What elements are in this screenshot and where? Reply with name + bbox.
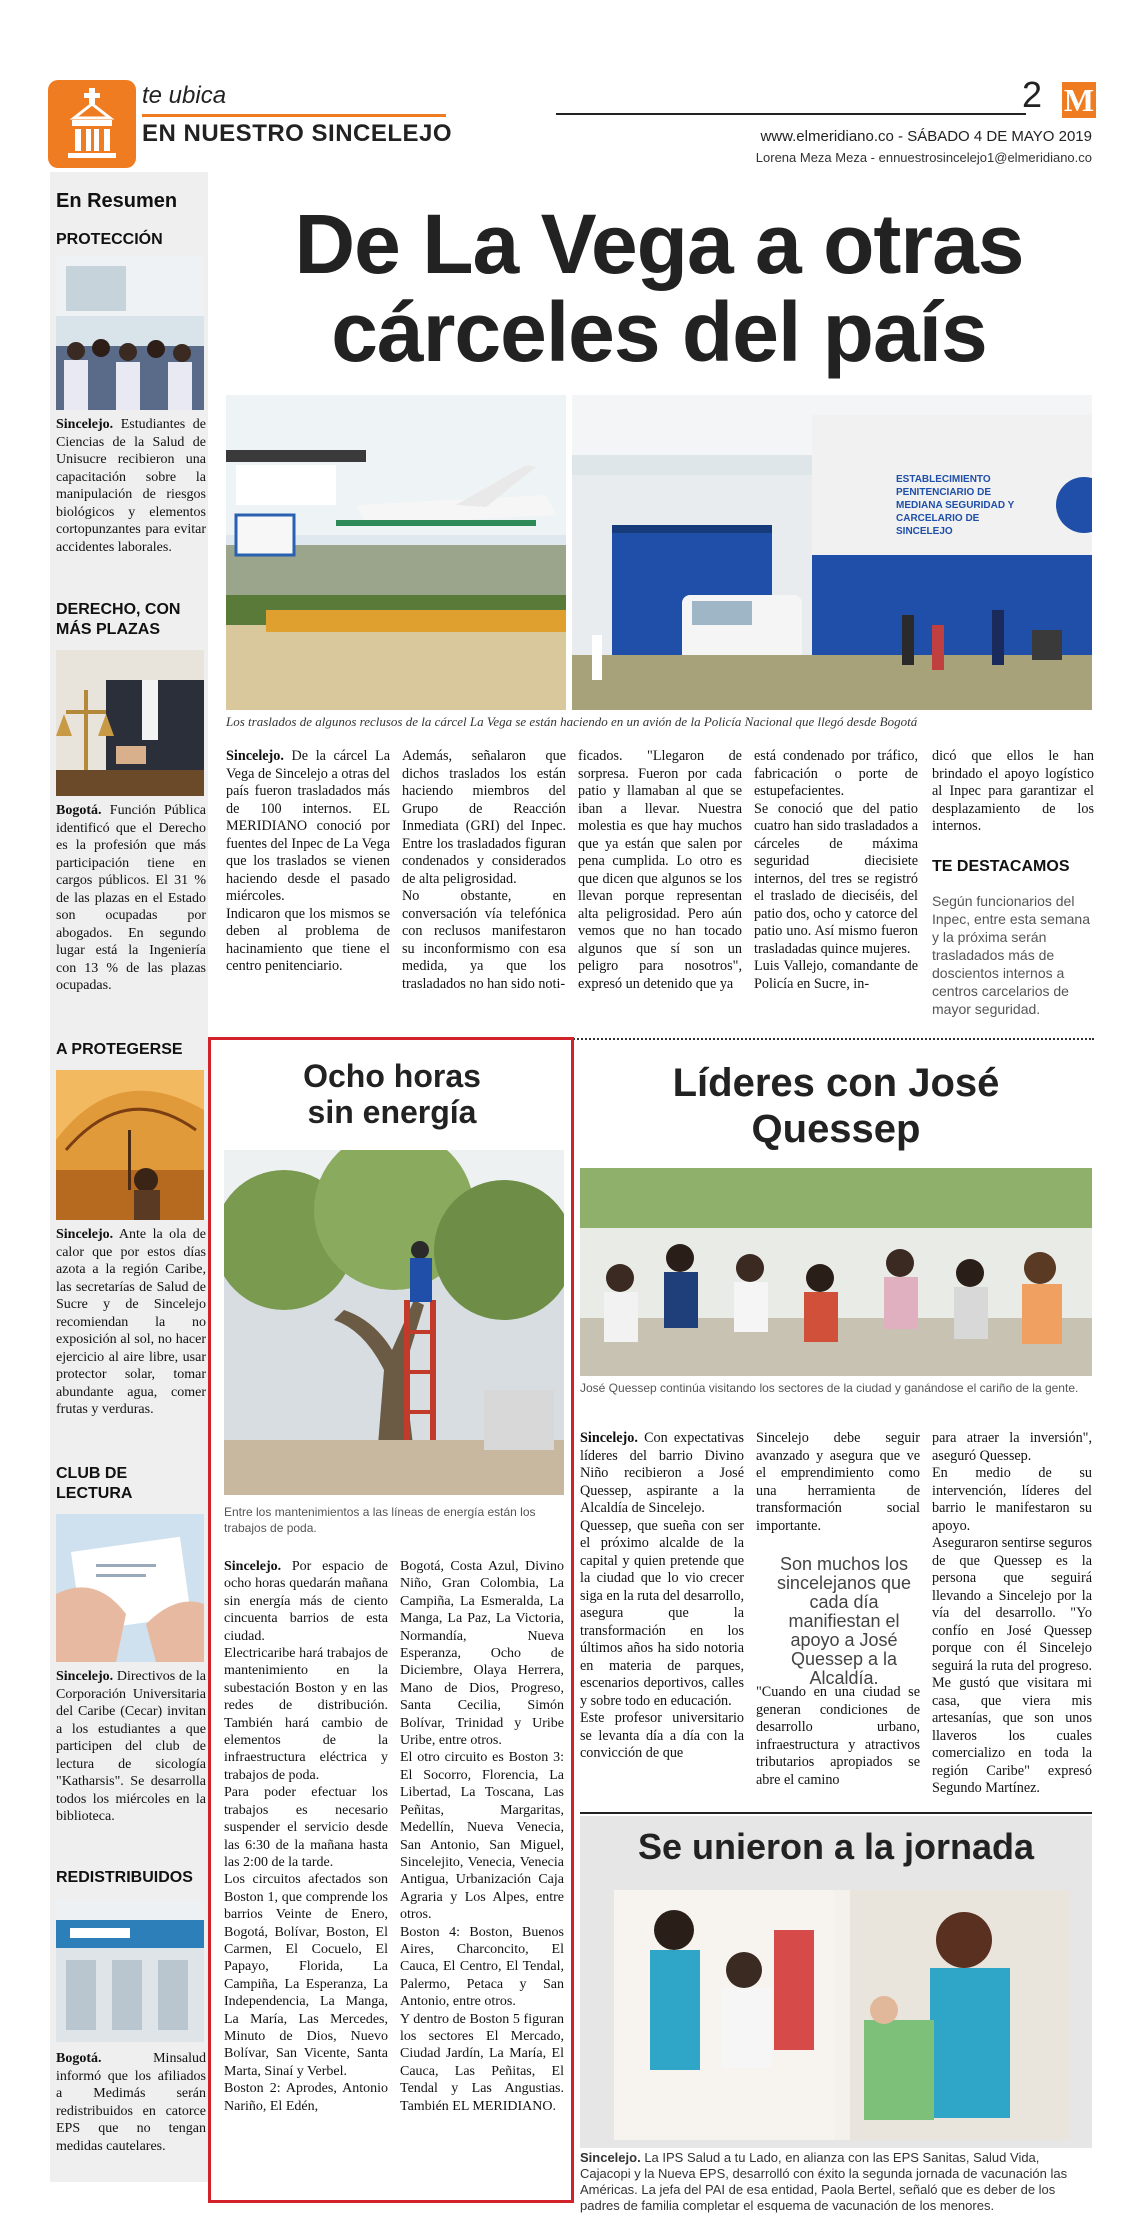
main-column-2: Además, señalaron que dichos traslados los están haciendo miembros del Grupo de Reacción Inmediata (GRI) del Inpec. Entre los trasladados figuran condenados y considerados de alta peligrosidad. No obstante, en conversación vía telefónica con reclusos manifestaron su inconformismo con esa medida, ya que los trasladados no han sido noti- bbox=[402, 748, 566, 992]
lideres-headline: Líderes con José Quessep bbox=[672, 1061, 1000, 1151]
main-column-1: Sincelejo. De la cárcel La Vega de Sincelejo a otras del país fueron trasladados más de 100 internos. EL MERIDIANO conoció por fuentes del Inpec de La Vega que los traslados se vienen haciendo desde el pasado miércoles. Indicaron que los mismos se deben al problema de hacinamiento que tiene el centro penitenciario. bbox=[226, 748, 390, 974]
section-title: EN NUESTRO SINCELEJO bbox=[142, 120, 453, 147]
tree-pruning-photo bbox=[224, 1150, 564, 1495]
ocho-horas-column-1: Sincelejo. Por espacio de ocho horas quedarán mañana sin energía más de ciento cincuenta barrios de esta ciudad. Electricaribe hará trabajos de mantenimiento en la subestación Boston y en las redes de distribución. También hará cambio de elementos de la infraestructura eléctrica y trabajos de poda. Para poder efectuar los trabajos es necesario suspender el servicio desde las 6:30 de la mañana hasta las 2:00 de la tarde. Los circuitos afectados son Boston 1, que comprende los barrios Veinte de Enero, Bogotá, Bolívar, Boston, El Carmen, El Cocuelo, El Papayo, Florida, La Campiña, La Esperanza, La Independencia, La Manga, La María, Las Mercedes, Minuto de Dios, Nuevo Bolívar, San Vicente, Santa Marta, Sinaí y Verbel. Boston 2: Aprodes, Antonio Nariño, El Edén, bbox=[224, 1559, 388, 2114]
jornada-caption: Sincelejo. La IPS Salud a tu Lado, en alianza con las EPS Sanitas, Salud Vida, Cajacopi y la Nueva EPS, desarrolló con éxito la segunda jornada de vacunación las Américas. La jefa del PAI de esa entidad, Paola Bertel, señaló que es deber de los padres de familia completar el esquema de vacunación de los menores. bbox=[580, 2150, 1068, 2213]
jornada-headline: Se unieron a la jornada bbox=[637, 1826, 1035, 1867]
sidebar-item-head: PROTECCIÓN bbox=[56, 231, 163, 248]
section-logo bbox=[48, 80, 136, 168]
vaccination-photo bbox=[614, 1890, 1070, 2140]
prison-photo bbox=[572, 395, 1092, 710]
newspaper-logo: M bbox=[1063, 82, 1095, 118]
sidebar-item-head: CLUB DE LECTURA bbox=[56, 1465, 133, 1502]
umbrella-photo bbox=[56, 1070, 204, 1220]
main-headline: De La Vega a otras cárceles del país bbox=[294, 197, 1024, 379]
main-caption: Los traslados de algunos reclusos de la cárcel La Vega se están haciendo en un avión de la Policía Nacional que llegó desde Bogotá bbox=[226, 714, 918, 729]
lawyer-photo bbox=[56, 650, 204, 796]
main-column-5: dicó que ellos le han brindado el apoyo logístico al Inpec para garantizar el desplazamiento de los internos. bbox=[932, 748, 1094, 834]
te-destacamos-text: Según funcionarios del Inpec, entre esta semana y la próxima serán trasladados más de doscientos internos a centros carcelarios de mayor seguridad. bbox=[932, 893, 1090, 1017]
quessep-meeting-photo bbox=[580, 1168, 1092, 1376]
page-number: 2 bbox=[1022, 74, 1043, 115]
sidebar-item-text: Sincelejo. Directivos de la Corporación Universitaria del Caribe (Cecar) invitan a los estudiantes a que participen del club de lectura de sicología "Katharsis". Se desarrolla todos los miércoles en la biblioteca. bbox=[56, 1669, 206, 1824]
lideres-caption: José Quessep continúa visitando los sectores de la ciudad y ganándose el cariño de la gente. bbox=[580, 1381, 1079, 1395]
section-kicker: te ubica bbox=[142, 82, 227, 109]
ocho-horas-column-2: Bogotá, Costa Azul, Divino Niño, Gran Colombia, La Campiña, La Esmeralda, La Manga, La Paz, La Victoria, Normandía, Nueva Esperanza, Ocho de Diciembre, Olaya Herrera, Mano de Dios, Progreso, Santa Cecilia, Simón Bolívar, Trinidad y Uribe Uribe, entre otros. El otro circuito es Boston 3: El Socorro, Florencia, La Libertad, La Toscana, Las Peñitas, Margaritas, Medellín, Nueva Venecia, San Antonio, San Miguel, Sincelejito, Venecia, Venecia Antigua, Urbanización Caja Agraria y Los Alpes, entre otros. Boston 4: Boston, Buenos Aires, Charconcito, El Cauca, El Centro, El Tendal, Palermo, Petaca y San Antonio, entre otros. Y dentro de Boston 5 figuran los sectores El Mercado, Ciudad Jardín, La María, El Cauca, Las Peñitas, El Tendal y Las Angustias. También EL MERIDIANO. bbox=[400, 1559, 564, 2114]
sidebar-item-head: REDISTRIBUIDOS bbox=[56, 1869, 193, 1886]
sidebar-item-head: A PROTEGERSE bbox=[56, 1041, 183, 1058]
jornada-rule bbox=[580, 1812, 1092, 1814]
main-column-4: está condenado por tráfico, fabricación o porte de estupefacientes. Se conoció que del patio cuatro han sido trasladados a cárceles de máxima seguridad diecisiete internos, del tres se registró el traslado de dieciséis, del patio dos, ocho y catorce del patio uno. Así mismo fueron trasladadas quince mujeres. Luis Vallejo, comandante de Policía en Sucre, in- bbox=[754, 748, 918, 992]
airplane-photo bbox=[226, 395, 566, 710]
sidebar-item-text: Bogotá. Función Pública identificó que el Derecho es la profesión que más participación tiene en cargos públicos. El 31 % de las plazas en el Estado son ocupadas por abogados. En segundo lugar está la Ingeniería con 13 % de las plazas ocupadas. bbox=[56, 803, 206, 993]
eps-office-photo bbox=[56, 1900, 204, 2042]
date-line: www.elmeridiano.co - SÁBADO 4 DE MAYO 2019 bbox=[760, 128, 1092, 145]
ocho-horas-headline: Ocho horas sin energía bbox=[303, 1058, 481, 1130]
reading-photo bbox=[56, 1514, 204, 1662]
sidebar-item-text: Sincelejo. Ante la ola de calor que por estos días azota a la región Caribe, las secretarías de Salud de Sucre y de Sincelejo recomiendan la no exposición al sol, no hacer ejercicio al aire libre, usar protector solar, tomar abundante agua, comer frutas y verduras. bbox=[56, 1227, 206, 1417]
students-photo bbox=[56, 256, 204, 410]
header-rule bbox=[556, 113, 1026, 115]
prison-sign: ESTABLECIMIENTO PENITENCIARIO DE MEDIANA SEGURIDAD Y CARCELARIO DE SINCELEJO bbox=[896, 474, 1015, 537]
section-rule bbox=[142, 114, 446, 117]
pull-quote: Son muchos los sincelejanos que cada día manifiestan el apoyo a José Quessep a la Alcaldía. bbox=[776, 1554, 912, 1688]
byline: Lorena Meza Meza - ennuestrosincelejo1@elmeridiano.co bbox=[755, 150, 1092, 165]
sidebar-item-head: DERECHO, CON MÁS PLAZAS bbox=[56, 601, 181, 638]
lideres-column-2a: Sincelejo debe seguir avanzado y asegura que ve el emprendimiento como una herramienta de transformación social importante. bbox=[756, 1430, 920, 1534]
te-destacamos-heading: TE DESTACAMOS bbox=[932, 858, 1070, 875]
sidebar-item-text: Bogotá. Minsalud informó que los afiliados a Medimás serán redistribuidos en catorce EPS que no tengan medidas cautelares. bbox=[56, 2051, 206, 2154]
lideres-column-3: para atraer la inversión", aseguró Quessep. En medio de su intervención, líderes del barrio le manifestaron su apoyo. Aseguraron sentirse seguros de que Quessep es la persona que seguirá llevando a Sincelejo por la vía del desarrollo. "Yo confío en José Quessep porque con él Sincelejo seguirá la ruta del progreso. Me gustó que visitara mi casa, que viera mis artesanías, que son unos llaveros los cuales comercializo en toda la región Caribe" expresó Segundo Martínez. bbox=[932, 1430, 1092, 1796]
sidebar-item-text: Sincelejo. Estudiantes de Ciencias de la Salud de Unisucre recibieron una capacitación sobre la manipulación de riesgos biológicos y elementos cortopunzantes para evitar accidentes laborales. bbox=[56, 417, 206, 555]
ocho-horas-caption: Entre los mantenimientos a las líneas de energía están los trabajos de poda. bbox=[224, 1505, 536, 1535]
lideres-column-2b: "Cuando en una ciudad se generan condiciones de desarrollo urbano, infraestructura y atractivos tributarios apropiados se abre el camino bbox=[756, 1684, 920, 1788]
main-column-3: ficados. "Llegaron de sorpresa. Fueron por cada patio y llamaban al que se iban a llevar. Nuestra molestia es que hay muchos que ya están que salen por pena cumplida. Lo otro es que dicen que algunos se los llevan porque representan alta peligrosidad. Pero aún vemos que no han tocado algunos que sí son un peligro para nosotros", expresó un detenido que ya bbox=[578, 748, 742, 992]
sidebar-title: En Resumen bbox=[56, 190, 178, 212]
church-icon bbox=[48, 80, 136, 168]
lideres-column-1: Sincelejo. Con expectativas líderes del barrio Divino Niño recibieron a José Quessep, aspirante a la Alcaldía de Sincelejo. Quessep, que sueña con ser el próximo alcalde de la capital y quien pretende que la ciudad que lo vio crecer siga en la ruta del desarrollo, asegura que la transformación en los últimos años ha sido notoria en materia de parques, escenarios deportivos, calles y sobre todo en educación. Este profesor universitario se levanta día a día con la convicción de que bbox=[580, 1430, 744, 1761]
